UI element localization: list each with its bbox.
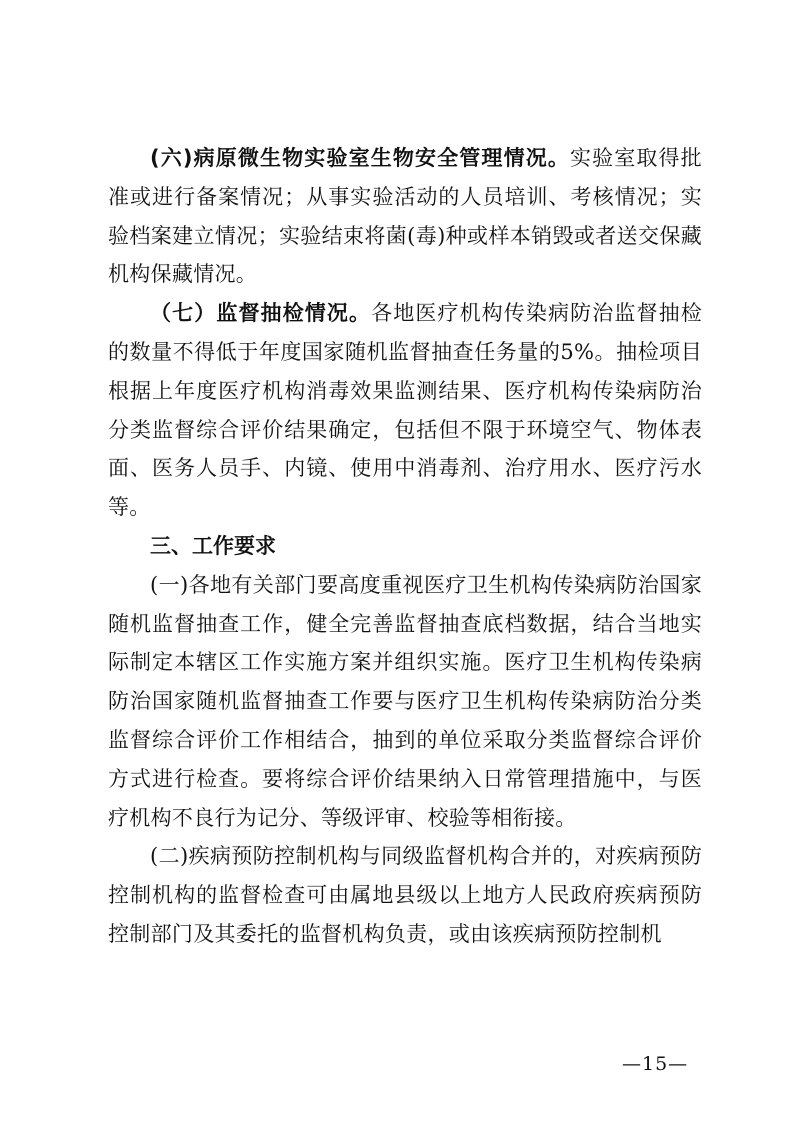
requirement-item-2: (二)疾病预防控制机构与同级监督机构合并的，对疾病预防控制机构的监督检查可由属地县级以上地方人民政府疾病预防控制部门及其委托的监督机构负责，或由该疾病预防控制机 (108, 844, 702, 946)
page-number: —15— (622, 1053, 689, 1075)
paragraph-lab-biosafety (108, 139, 702, 294)
paragraph-lead: （七）监督抽检情况。 (150, 301, 372, 326)
paragraph-lead: (六)病原微生物实验室生物安全管理情况。 (150, 146, 570, 170)
paragraph-body: 各地医疗机构传染病防治监督抽检的数量不得低于年度国家随机监督抽查任务量的5%。抽检项目根据上年度医疗机构消毒效果监测结果、医疗机构传染病防治分类监督综合评价结果确定，包括但不限于环境空气、物体表面、医务人员手、内镜、使用中消毒剂、治疗用水、医疗污水等。 (108, 301, 702, 520)
document-page (108, 139, 702, 954)
section-heading: 三、工作要求 (150, 533, 276, 558)
paragraph-supervision-sampling (108, 294, 702, 527)
requirement-item-1: (一)各地有关部门要高度重视医疗卫生机构传染病防治国家随机监督抽查工作，健全完善监督抽查底档数据，结合当地实际制定本辖区工作实施方案并组织实施。医疗卫生机构传染病防治国家随机监督抽查工作要与医疗卫生机构传染病防治分类监督综合评价工作相结合，抽到的单位采取分类监督综合评价方式进行检查。要将综合评价结果纳入日常管理措施中，与医疗机构不良行为记分、等级评审、校验等相衔接。 (108, 572, 702, 830)
paragraph-body: 实验室取得批准或进行备案情况；从事实验活动的人员培训、考核情况；实验档案建立情况；实验结束将菌(毒)种或样本销毁或者送交保藏机构保藏情况。 (108, 146, 702, 287)
